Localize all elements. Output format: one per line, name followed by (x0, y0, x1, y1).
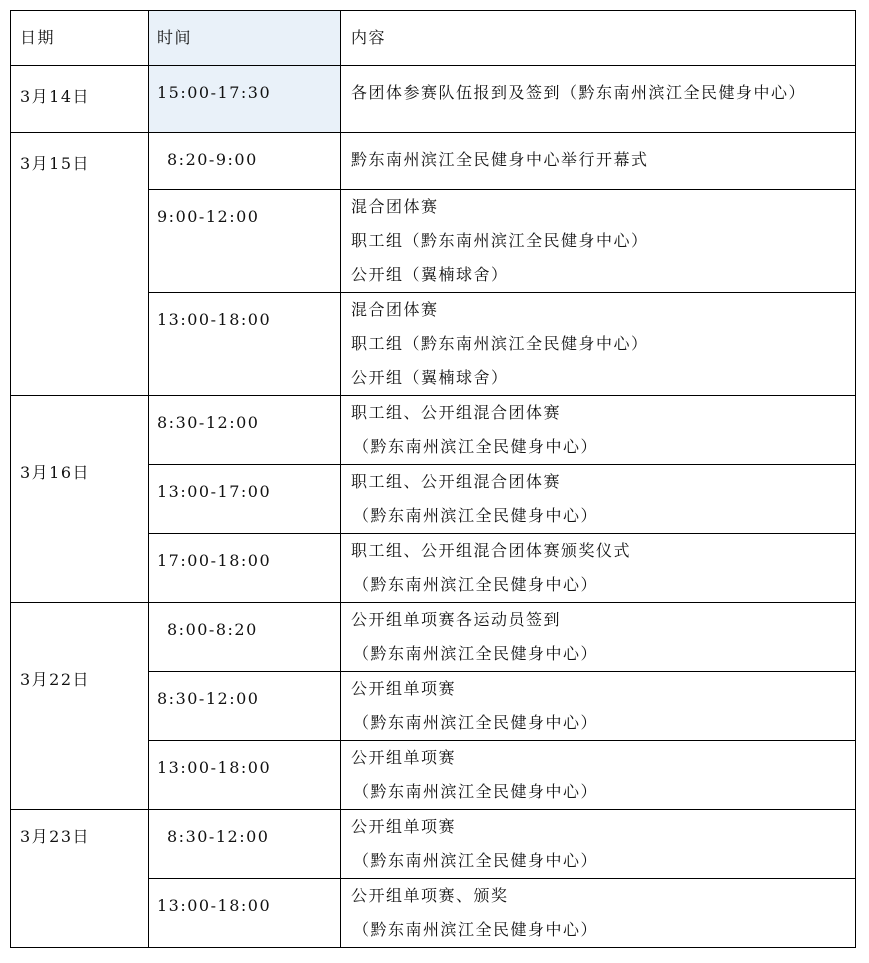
header-date: 日期 (11, 11, 149, 66)
content-line: （黔东南州滨江全民健身中心） (353, 437, 599, 456)
content-line: 职工组、公开组混合团体赛颁奖仪式 (351, 541, 632, 560)
header-time: 时间 (149, 11, 341, 66)
time-cell: 15:00-17:30 (149, 66, 341, 133)
content-cell (341, 293, 856, 396)
date-cell: 3月23日 (11, 810, 149, 948)
table-row (11, 66, 856, 133)
content-line: 职工组、公开组混合团体赛 (351, 403, 562, 422)
content-line: 各团体参赛队伍报到及签到（黔东南州滨江全民健身中心） (351, 83, 807, 102)
content-line: 公开组单项赛、颁奖 (351, 886, 509, 905)
content-cell (341, 810, 856, 879)
content-line: 公开组（翼楠球舍） (351, 368, 509, 387)
content-line: （黔东南州滨江全民健身中心） (353, 920, 599, 939)
table-row (11, 603, 856, 672)
time-cell: 8:30-12:00 (149, 672, 341, 741)
content-line: 公开组单项赛 (351, 679, 457, 698)
time-cell: 13:00-17:00 (149, 465, 341, 534)
content-line: （黔东南州滨江全民健身中心） (353, 713, 599, 732)
content-line: 公开组单项赛各运动员签到 (351, 610, 562, 629)
time-cell: 9:00-12:00 (149, 190, 341, 293)
content-cell (341, 534, 856, 603)
header-row (11, 11, 856, 66)
content-cell (341, 879, 856, 948)
content-line: 职工组（黔东南州滨江全民健身中心） (351, 231, 649, 250)
content-line: （黔东南州滨江全民健身中心） (353, 506, 599, 525)
content-line: （黔东南州滨江全民健身中心） (353, 575, 599, 594)
content-line: 公开组（翼楠球舍） (351, 265, 509, 284)
time-cell: 13:00-18:00 (149, 293, 341, 396)
table-row (11, 396, 856, 465)
content-line: 黔东南州滨江全民健身中心举行开幕式 (351, 150, 649, 169)
content-cell (341, 603, 856, 672)
date-cell: 3月14日 (11, 66, 149, 133)
time-cell: 8:30-12:00 (149, 810, 341, 879)
content-cell (341, 465, 856, 534)
content-line: （黔东南州滨江全民健身中心） (353, 851, 599, 870)
content-cell (341, 66, 856, 133)
table-row (11, 133, 856, 190)
time-cell: 13:00-18:00 (149, 741, 341, 810)
time-cell: 8:00-8:20 (149, 603, 341, 672)
table-row (11, 810, 856, 879)
time-cell: 13:00-18:00 (149, 879, 341, 948)
content-line: 混合团体赛 (351, 197, 439, 216)
content-cell (341, 672, 856, 741)
content-line: 混合团体赛 (351, 300, 439, 319)
content-cell (341, 190, 856, 293)
schedule-table (10, 10, 856, 948)
content-line: （黔东南州滨江全民健身中心） (353, 782, 599, 801)
content-cell (341, 133, 856, 190)
date-cell: 3月15日 (11, 133, 149, 396)
time-cell: 8:30-12:00 (149, 396, 341, 465)
content-line: 公开组单项赛 (351, 748, 457, 767)
content-cell (341, 741, 856, 810)
content-line: 职工组、公开组混合团体赛 (351, 472, 562, 491)
header-content: 内容 (341, 11, 856, 66)
content-line: （黔东南州滨江全民健身中心） (353, 644, 599, 663)
content-line: 公开组单项赛 (351, 817, 457, 836)
time-cell: 17:00-18:00 (149, 534, 341, 603)
date-cell: 3月16日 (11, 396, 149, 603)
time-cell: 8:20-9:00 (149, 133, 341, 190)
content-cell (341, 396, 856, 465)
content-line: 职工组（黔东南州滨江全民健身中心） (351, 334, 649, 353)
date-cell: 3月22日 (11, 603, 149, 810)
